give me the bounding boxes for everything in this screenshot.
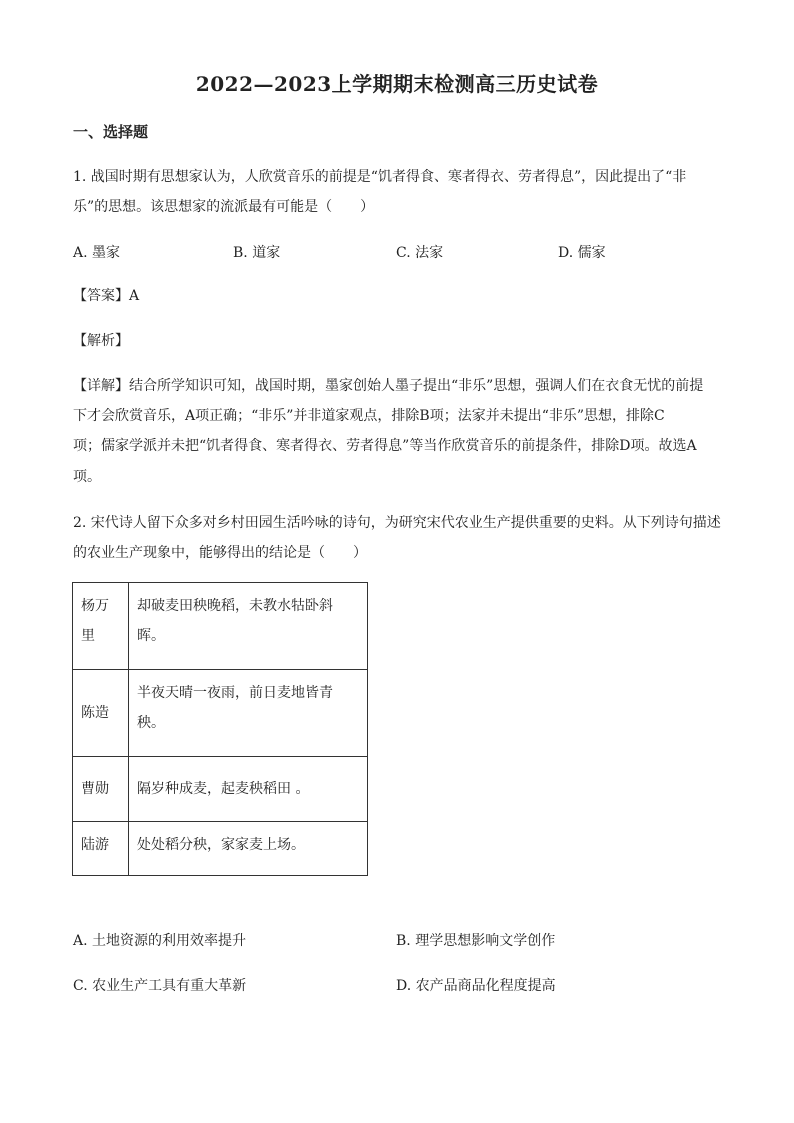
q1-detail-line-4: 项。 [73,469,101,485]
poet-cell: 陈造 [73,670,129,757]
table-row [73,822,368,876]
poet-cell: 陆游 [73,822,129,876]
q1-stem-line-1: 1. 战国时期有思想家认为，人欣赏音乐的前提是“饥者得食、寒者得衣、劳者得息”，因此提出了“非 [73,169,687,185]
q1-option-c: C. 法家 [396,245,444,261]
verse-cell: 半夜天晴一夜雨，前日麦地皆青秧。 [129,670,368,757]
q1-option-b: B. 道家 [233,245,281,261]
verse-cell: 处处稻分秧，家家麦上场。 [129,822,368,876]
table-row [73,670,368,757]
q1-analysis-label: 【解析】 [73,333,129,349]
answer-value: A [129,288,140,304]
table-row [73,757,368,822]
section-heading: 一、选择题 [73,123,149,141]
q2-stem-line-2: 的农业生产现象中，能够得出的结论是（ ） [73,545,367,561]
q1-detail-line-1: 【详解】结合所学知识可知，战国时期，墨家创始人墨子提出“非乐”思想，强调人们在衣食无忧的前提 [73,378,704,394]
q2-option-b: B. 理学思想影响文学创作 [396,933,556,949]
poet-cell: 杨万里 [73,583,129,670]
verse-cell: 却破麦田秧晚稻，未教水牯卧斜晖。 [129,583,368,670]
q2-option-c: C. 农业生产工具有重大革新 [73,978,247,994]
poems-table [72,582,368,876]
q1-answer [73,286,733,306]
q1-option-d: D. 儒家 [558,245,606,261]
q2-option-d: D. 农产品商品化程度提高 [396,978,556,994]
table-row [73,583,368,670]
q2-option-a: A. 土地资源的利用效率提升 [73,933,247,949]
q1-stem-line-2: 乐”的思想。该思想家的流派最有可能是（ ） [73,199,375,215]
answer-label: 【答案】 [73,288,129,304]
q1-detail-line-2: 下才会欣赏音乐，A项正确；“非乐”并非道家观点，排除B项；法家并未提出“非乐”思想，排除C [73,408,665,424]
verse-cell: 隔岁种成麦，起麦秧稻田 。 [129,757,368,822]
poet-cell: 曹勋 [73,757,129,822]
q2-stem-line-1: 2. 宋代诗人留下众多对乡村田园生活吟咏的诗句，为研究宋代农业生产提供重要的史料。从下列诗句描述 [73,515,721,531]
page-title: 2022—2023上学期期末检测高三历史试卷 [195,72,599,96]
q1-detail-line-3: 项；儒家学派并未把“饥者得食、寒者得衣、劳者得息”等当作欣赏音乐的前提条件，排除D项。故选A [73,438,697,454]
q1-option-a: A. 墨家 [73,245,121,261]
